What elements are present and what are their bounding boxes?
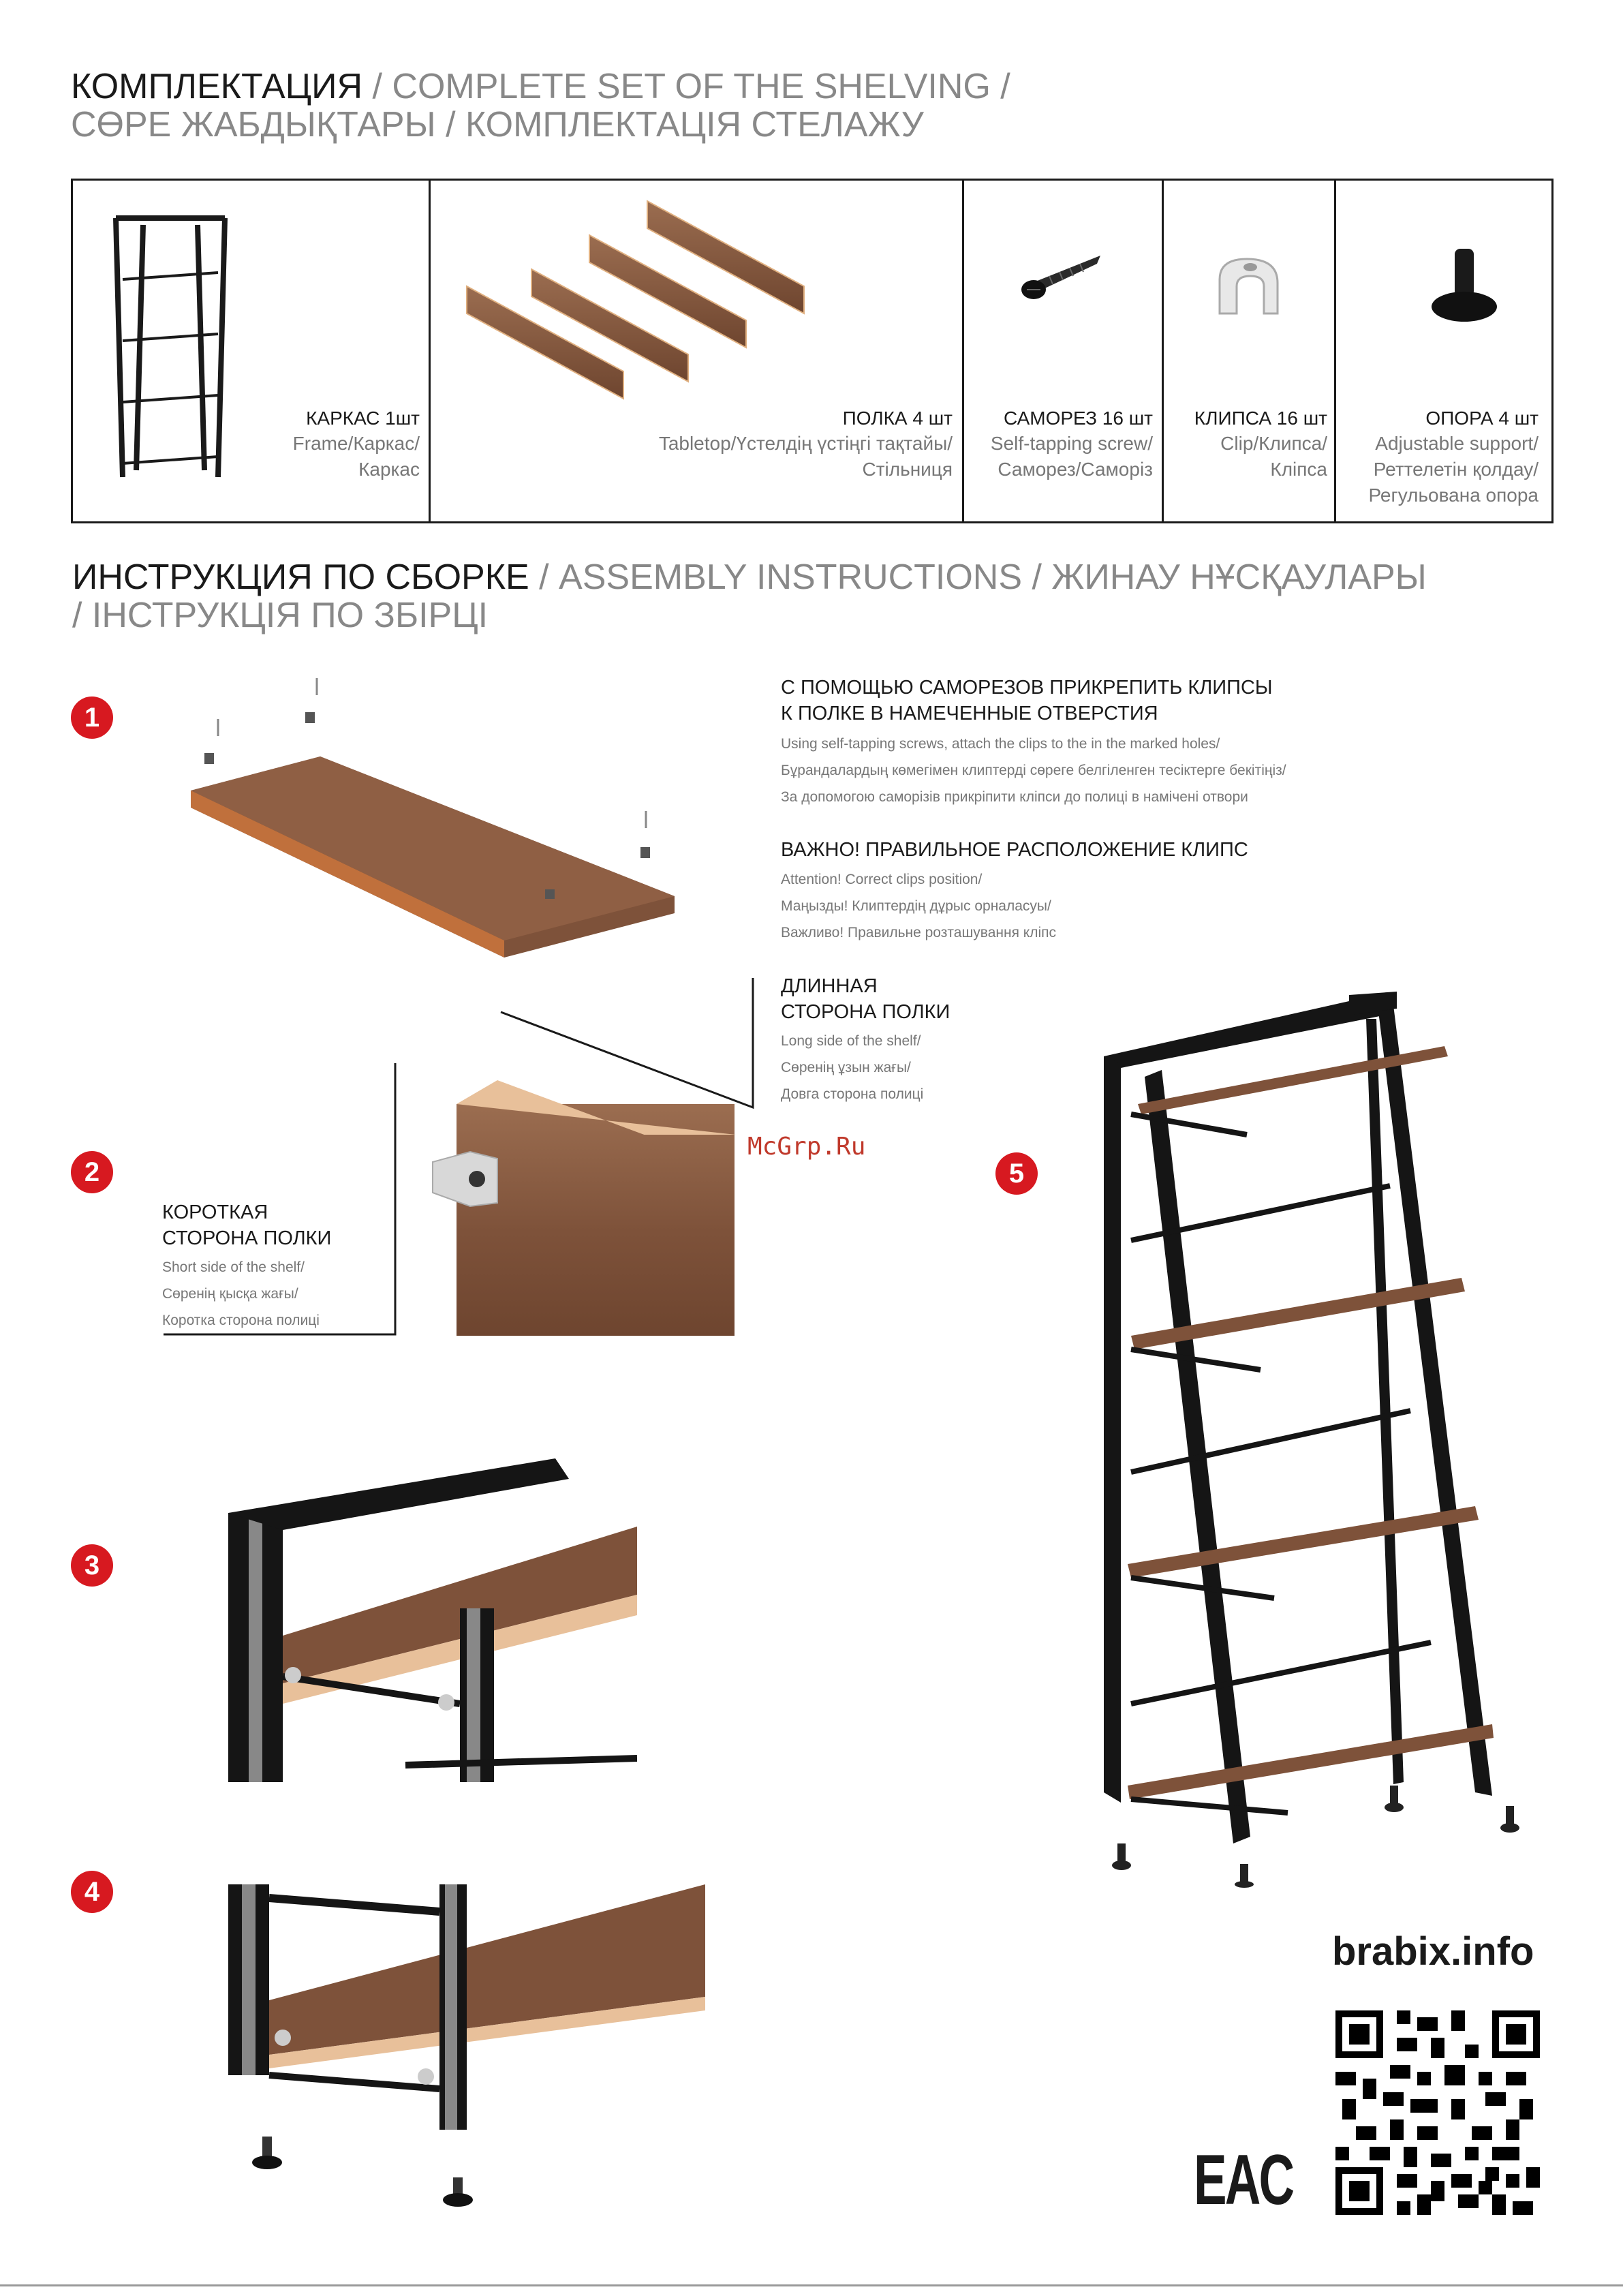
eac-mark: EAC	[1194, 2141, 1293, 2220]
table-divider	[1162, 179, 1164, 523]
page-bottom-rule	[0, 2284, 1623, 2286]
long-side-sub-3: Довга сторона полиці	[781, 1086, 924, 1102]
support-foot-icon	[1427, 245, 1502, 327]
step-1-heading-1: С ПОМОЩЬЮ САМОРЕЗОВ ПРИКРЕПИТЬ КЛИПСЫ	[781, 677, 1273, 699]
part-clip-line1: Clip/Клипса/	[1220, 433, 1327, 454]
part-frame-line1: Frame/Каркас/	[292, 433, 420, 454]
shelf-boards-icon	[457, 198, 811, 416]
assembly-title-rest: / ASSEMBLY INSTRUCTIONS / ЖИНАУ НҰСҚАУЛАРЫ	[529, 557, 1427, 597]
part-support-line3: Регульована опора	[1368, 485, 1539, 506]
short-side-sub-2: Сөренің қысқа жағы/	[162, 1286, 298, 1302]
table-divider	[429, 179, 431, 523]
step-4-illustration	[228, 1884, 712, 2211]
warning-sub-3: Важливо! Правильне розташування кліпс	[781, 925, 1057, 940]
step-5-badge: 5	[995, 1152, 1038, 1195]
table-divider	[1334, 179, 1336, 523]
step-3-illustration	[228, 1458, 637, 1782]
assembly-title	[72, 557, 1503, 597]
long-side-heading-2: СТОРОНА ПОЛКИ	[781, 1001, 950, 1023]
part-frame-line2: Каркас	[358, 459, 420, 480]
qr-code[interactable]	[1335, 2010, 1540, 2215]
step-1-shelf-illustration	[184, 671, 681, 964]
website-label[interactable]: brabix.info	[1332, 1929, 1534, 1974]
title-line2: СӨРЕ ЖАБДЫҚТАРЫ / КОМПЛЕКТАЦІЯ СТЕЛАЖУ	[71, 105, 924, 144]
watermark: McGrp.Ru	[747, 1133, 866, 1161]
warning-sub-1: Attention! Correct clips position/	[781, 872, 983, 887]
part-frame-title: КАРКАС 1шт	[306, 408, 420, 429]
step-2-shelf-closeup	[457, 1104, 735, 1336]
part-shelf-line1: Tabletop/Үстелдің үстіңгі тақтайы/	[658, 433, 953, 454]
part-support-line2: Реттелетін қолдау/	[1373, 459, 1539, 480]
step-3-badge: 3	[71, 1544, 113, 1587]
step-2-clip	[429, 1145, 504, 1213]
page-title-line2	[71, 105, 1093, 144]
step-1-heading-2: К ПОЛКЕ В НАМЕЧЕННЫЕ ОТВЕРСТИЯ	[781, 703, 1158, 724]
long-side-sub-2: Сөренің ұзын жағы/	[781, 1060, 911, 1075]
long-side-heading-1: ДЛИННАЯ	[781, 975, 878, 997]
long-side-sub-1: Long side of the shelf/	[781, 1033, 921, 1049]
warning-heading: ВАЖНО! ПРАВИЛЬНОЕ РАСПОЛОЖЕНИЕ КЛИПС	[781, 839, 1248, 861]
part-clip-title: КЛИПСА 16 шт	[1194, 408, 1327, 429]
part-clip-line2: Кліпса	[1270, 459, 1327, 480]
step-5-assembled-shelving	[1090, 981, 1533, 1888]
part-screw-line2: Саморез/Саморіз	[998, 459, 1153, 480]
part-support-line1: Adjustable support/	[1375, 433, 1539, 454]
step-1-badge: 1	[71, 697, 113, 739]
table-divider	[962, 179, 964, 523]
short-side-sub-3: Коротка сторона полиці	[162, 1313, 320, 1328]
short-side-sub-1: Short side of the shelf/	[162, 1259, 305, 1275]
part-screw-line1: Self-tapping screw/	[990, 433, 1153, 454]
assembly-title-main: ИНСТРУКЦИЯ ПО СБОРКЕ	[72, 557, 529, 597]
step-2-shelf-edge	[457, 1080, 736, 1135]
part-shelf-line2: Стільниця	[862, 459, 953, 480]
step-1-sub-2: Бұрандалардың көмегімен клиптерді сөреге белгіленген тесіктерге бекітіңіз/	[781, 763, 1286, 778]
part-support-title: ОПОРА 4 шт	[1425, 408, 1539, 429]
step-1-sub-3: За допомогою саморізів прикріпити кліпси до полиці в намічені отвори	[781, 789, 1248, 805]
warning-sub-2: Маңызды! Клиптердің дұрыс орналасуы/	[781, 898, 1051, 914]
part-screw-title: САМОРЕЗ 16 шт	[1003, 408, 1153, 429]
title-main: КОМПЛЕКТАЦИЯ	[71, 67, 363, 106]
step-2-badge: 2	[71, 1151, 113, 1193]
assembly-title-line2: / ІНСТРУКЦІЯ ПО ЗБІРЦІ	[72, 596, 489, 635]
screw-icon	[1019, 249, 1107, 310]
step-1-sub-1: Using self-tapping screws, attach the clips to the in the marked holes/	[781, 736, 1220, 752]
title-rest: / COMPLETE SET OF THE SHELVING /	[362, 67, 1010, 106]
short-side-heading-1: КОРОТКАЯ	[162, 1201, 268, 1223]
clip-icon	[1213, 252, 1288, 320]
step-4-badge: 4	[71, 1871, 113, 1913]
short-side-heading-2: СТОРОНА ПОЛКИ	[162, 1227, 332, 1249]
part-shelf-title: ПОЛКА 4 шт	[842, 408, 953, 429]
page-title	[71, 67, 1093, 106]
